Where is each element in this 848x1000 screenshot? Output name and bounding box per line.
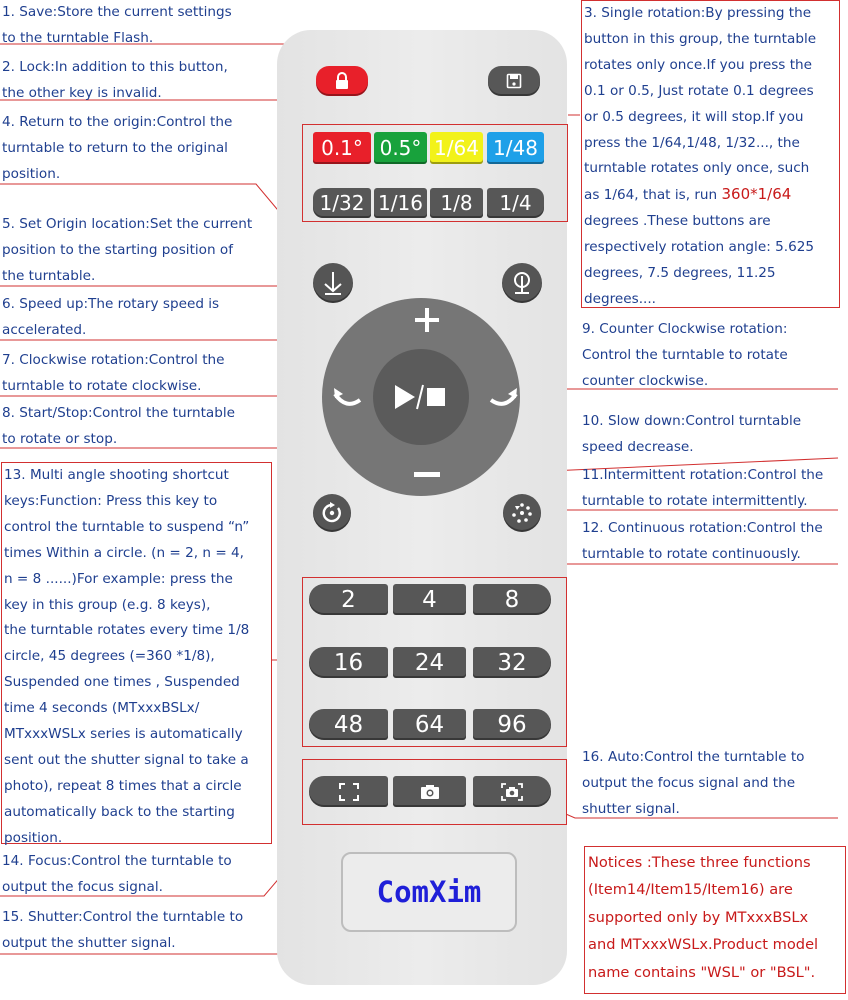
clockwise-button[interactable] <box>330 384 368 414</box>
minus-icon <box>414 472 440 478</box>
counter-clockwise-button[interactable] <box>483 384 521 414</box>
shortcut-48-button[interactable]: 48 <box>309 709 388 740</box>
save-icon <box>506 73 522 89</box>
focus-button[interactable] <box>309 776 388 807</box>
return-origin-icon <box>321 270 345 296</box>
lock-icon <box>334 72 350 90</box>
annotation-save: 1. Save:Store the current settings to the turntable Flash. <box>2 4 232 46</box>
save-button[interactable] <box>488 66 540 96</box>
slow-down-button[interactable] <box>410 460 444 490</box>
rotate-1-4-button[interactable]: 1/4 <box>487 188 544 218</box>
annotation-intermittent: 11.Intermittent rotation:Control the turntable to rotate intermittently. <box>582 467 824 509</box>
rotate-1-8-button[interactable]: 1/8 <box>430 188 483 218</box>
rotate-1-16-button[interactable]: 1/16 <box>374 188 427 218</box>
annotation-shortcut-keys-box <box>1 462 272 844</box>
shortcut-16-button[interactable]: 16 <box>309 647 388 678</box>
annotation-speed-up: 6. Speed up:The rotary speed is accelerated. <box>2 296 220 338</box>
shutter-button[interactable] <box>393 776 466 807</box>
shortcut-64-button[interactable]: 64 <box>393 709 466 740</box>
set-origin-icon <box>510 270 534 296</box>
annotation-continuous: 12. Continuous rotation:Control the turntable to rotate continuously. <box>582 520 823 562</box>
camera-icon <box>420 784 440 800</box>
shortcut-2-button[interactable]: 2 <box>309 584 388 615</box>
annotation-slow-down: 10. Slow down:Control turntable speed decrease. <box>582 413 802 455</box>
rotate-0.1-button[interactable]: 0.1° <box>313 132 371 164</box>
annotation-set-origin: 5. Set Origin location:Set the current position to the starting position of the turntable. <box>2 216 253 284</box>
continuous-rotation-icon <box>321 502 343 524</box>
annotation-single-rotation-box <box>581 0 840 308</box>
shortcut-96-button[interactable]: 96 <box>473 709 551 740</box>
annotation-auto: 16. Auto:Control the turntable to output the focus signal and the shutter signal. <box>582 749 805 817</box>
brand-logo: ComXim <box>376 875 482 909</box>
shortcut-24-button[interactable]: 24 <box>393 647 466 678</box>
lock-button[interactable] <box>316 66 368 96</box>
annotation-shortcut-keys: 13. Multi angle shooting shortcut keys:Function: Press this key to control the turntable to suspend “n” times Within a circle. (n = 2, n = 4, n = 8 ......)For example: press the key in this group (e.g. 8 keys), the turntable rotates every time 1/8 circle, 45 degrees (=360 *1/8), Suspended one times , Suspended time 4 seconds (MTxxxBSLx/ MTxxxWSLx series is automatically sent out the shutter signal to take a photo), repeat 8 times that a circle automatically back to the starting position. <box>4 467 250 846</box>
intermittent-rotation-icon <box>511 502 533 524</box>
continuous-rotation-button[interactable] <box>313 494 351 532</box>
rotate-1-48-button[interactable]: 1/48 <box>487 132 544 164</box>
notice-box: Notices :These three functions (Item14/Item15/Item16) are supported only by MTxxxBSLx and MTxxxWSLx.Product model name contains "WSL" or "BSL". <box>584 846 846 994</box>
speed-up-button[interactable] <box>410 303 444 337</box>
annotation-single-rotation: 3. Single rotation:By pressing the button in this group, the turntable rotates only once.If you press the 0.1 or 0.5, Just rotate 0.1 degrees or 0.5 degrees, it will stop.If you press the 1/64,1/48, 1/32..., the turntable rotates only once, such as 1/64, that is, run 360*1/64 degrees .These buttons are respectively rotation angle: 5.625 degrees, 7.5 degrees, 11.25 degrees.... <box>584 5 817 307</box>
rotate-1-64-button[interactable]: 1/64 <box>430 132 483 164</box>
rotate-0.5-button[interactable]: 0.5° <box>374 132 427 164</box>
annotation-counter-clockwise: 9. Counter Clockwise rotation: Control the turntable to rotate counter clockwise. <box>582 321 788 389</box>
set-origin-button[interactable] <box>502 263 542 303</box>
focus-icon <box>339 783 359 801</box>
annotation-return-origin: 4. Return to the origin:Control the turntable to return to the original position. <box>2 114 233 182</box>
intermittent-rotation-button[interactable] <box>503 494 541 532</box>
annotation-clockwise: 7. Clockwise rotation:Control the turntable to rotate clockwise. <box>2 352 225 394</box>
auto-button[interactable] <box>473 776 551 807</box>
start-stop-button[interactable] <box>373 349 469 445</box>
plus-icon <box>414 307 440 333</box>
clockwise-arrow-icon <box>332 388 366 410</box>
shortcut-8-button[interactable]: 8 <box>473 584 551 615</box>
rotate-1-32-button[interactable]: 1/32 <box>313 188 371 218</box>
annotation-start-stop: 8. Start/Stop:Control the turntable to rotate or stop. <box>2 405 235 447</box>
counter-clockwise-arrow-icon <box>485 388 519 410</box>
play-stop-icon <box>393 383 449 411</box>
shortcut-32-button[interactable]: 32 <box>473 647 551 678</box>
annotation-lock: 2. Lock:In addition to this button, the other key is invalid. <box>2 59 228 101</box>
auto-capture-icon <box>501 783 523 801</box>
shortcut-4-button[interactable]: 4 <box>393 584 466 615</box>
annotation-shutter: 15. Shutter:Control the turntable to output the shutter signal. <box>2 909 244 951</box>
return-origin-button[interactable] <box>313 263 353 303</box>
brand-logo-panel <box>341 852 517 932</box>
annotation-focus: 14. Focus:Control the turntable to output the focus signal. <box>2 853 232 895</box>
